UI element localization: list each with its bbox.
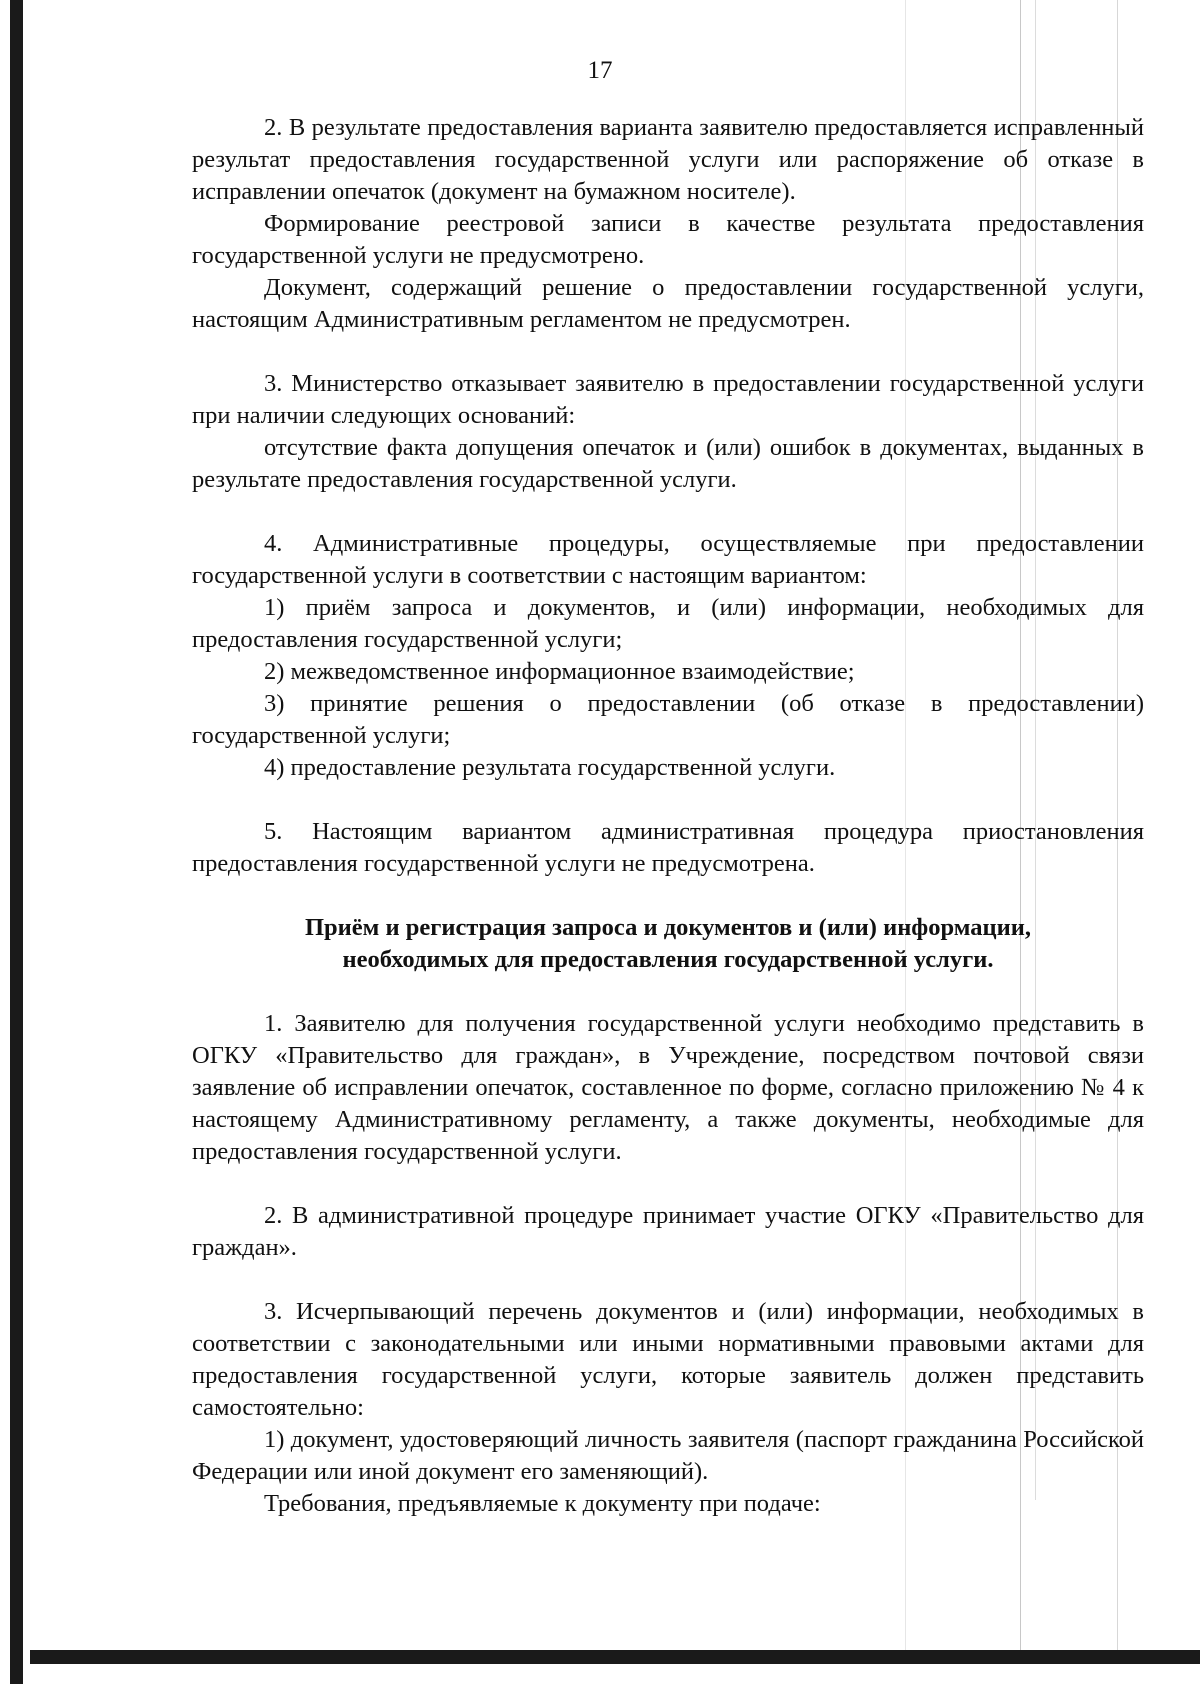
paragraph: 2. В административной процедуре принимает участие ОГКУ «Правительство для граждан». xyxy=(192,1202,1144,1261)
paragraph: отсутствие факта допущения опечаток и (или) ошибок в документах, выданных в результате предоставления государственной услуги. xyxy=(192,434,1144,493)
scan-edge-left xyxy=(10,0,23,1684)
paragraph: 1) приём запроса и документов, и (или) информации, необходимых для предоставления государственной услуги; xyxy=(192,594,1144,653)
paragraph: Требования, предъявляемые к документу при подаче: xyxy=(264,1490,821,1517)
paragraph: 3. Исчерпывающий перечень документов и (или) информации, необходимых в соответствии с законодательными или иными нормативными правовыми актами для предоставления государственной услуги, которые заявитель должен представить самостоятельно: xyxy=(192,1298,1144,1421)
paragraph: Документ, содержащий решение о предоставлении государственной услуги, настоящим Административным регламентом не предусмотрен. xyxy=(192,274,1144,333)
scan-edge-bottom xyxy=(30,1650,1200,1664)
paragraph: 5. Настоящим вариантом административная процедура приостановления предоставления государственной услуги не предусмотрена. xyxy=(192,818,1144,877)
page-number: 17 xyxy=(587,57,613,84)
paragraph: 2. В результате предоставления варианта заявителю предоставляется исправленный результат предоставления государственной услуги или распоряжение об отказе в исправлении опечаток (документ на бумажном носителе). xyxy=(192,114,1144,205)
paragraph: 3) принятие решения о предоставлении (об отказе в предоставлении) государственной услуги; xyxy=(192,690,1144,749)
paragraph: 1. Заявителю для получения государственной услуги необходимо представить в ОГКУ «Правительство для граждан», в Учреждение, посредством почтовой связи заявление об исправлении опечаток, составленное по форме, согласно приложению № 4 к настоящему Административному регламенту, а также документы, необходимые для предоставления государственной услуги. xyxy=(192,1010,1144,1165)
paragraph: 4) предоставление результата государственной услуги. xyxy=(264,754,836,781)
document-body xyxy=(192,112,1144,1520)
section-heading: Приём и регистрация запроса и документов и (или) информации, необходимых для предоставления государственной услуги. xyxy=(304,914,1032,973)
paragraph: 3. Министерство отказывает заявителю в предоставлении государственной услуги при наличии следующих оснований: xyxy=(192,370,1144,429)
paragraph: Формирование реестровой записи в качестве результата предоставления государственной услуги не предусмотрено. xyxy=(192,210,1144,269)
paragraph: 2) межведомственное информационное взаимодействие; xyxy=(264,658,855,685)
paragraph: 4. Административные процедуры, осуществляемые при предоставлении государственной услуги в соответствии с настоящим вариантом: xyxy=(192,530,1144,589)
paragraph: 1) документ, удостоверяющий личность заявителя (паспорт гражданина Российской Федерации или иной документ его заменяющий). xyxy=(192,1426,1144,1485)
